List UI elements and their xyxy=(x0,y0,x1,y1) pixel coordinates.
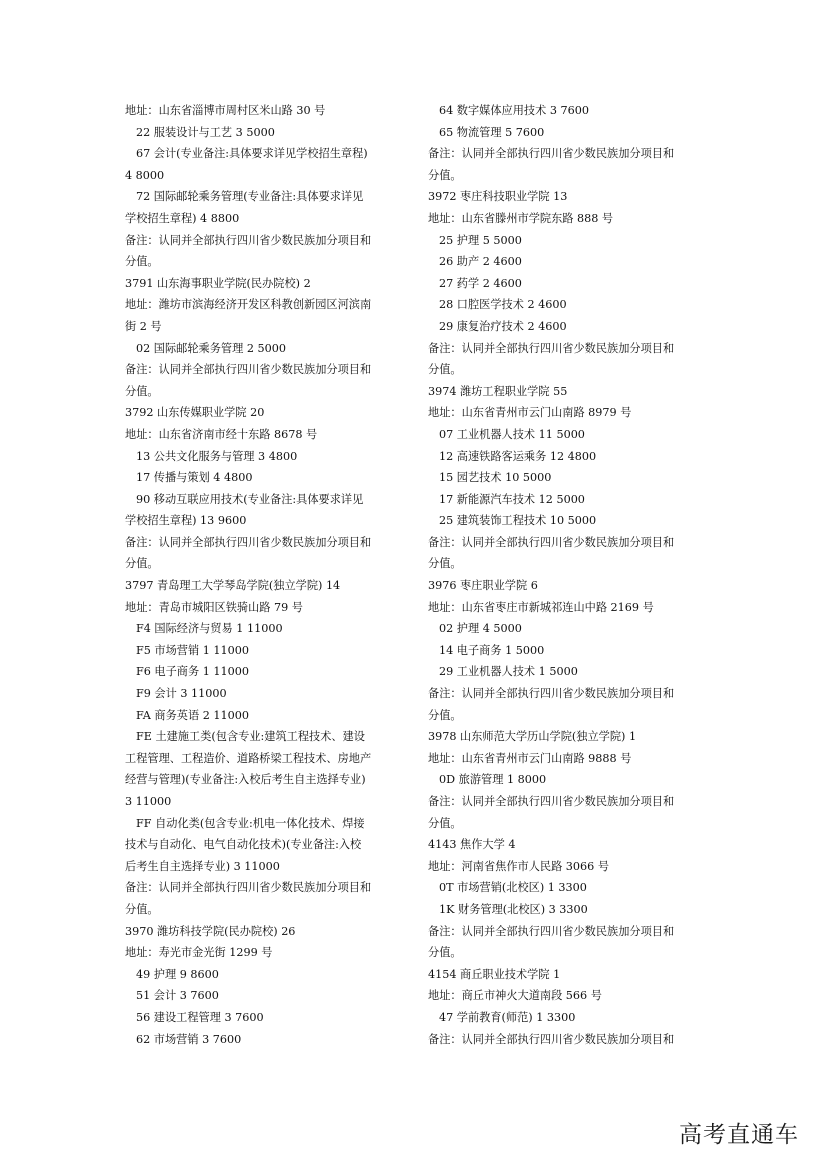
text-line: 地址：商丘市神火大道南段 566 号 xyxy=(428,989,602,1003)
text-line: 学校招生章程) 13 9600 xyxy=(125,514,247,528)
text-line: 56 建设工程管理 3 7600 xyxy=(136,1010,264,1024)
text-line: 分值。 xyxy=(428,946,462,960)
text-line: 分值。 xyxy=(428,168,462,182)
text-line: 67 会计(专业备注:具体要求详见学校招生章程) xyxy=(136,147,368,161)
text-line: 13 公共文化服务与管理 3 4800 xyxy=(136,449,298,463)
text-line: 4154 商丘职业技术学院 1 xyxy=(428,967,561,981)
text-line: 街 2 号 xyxy=(125,319,162,333)
text-line: 3972 枣庄科技职业学院 13 xyxy=(428,190,568,204)
text-line: 65 物流管理 5 7600 xyxy=(439,125,545,139)
text-line: 26 助产 2 4600 xyxy=(439,255,522,269)
text-line: 90 移动互联应用技术(专业备注:具体要求详见 xyxy=(136,492,364,506)
text-line: 备注：认同并全部执行四川省少数民族加分项目和 xyxy=(428,341,675,355)
text-line: 25 建筑装饰工程技术 10 5000 xyxy=(439,514,597,528)
text-line: 备注：认同并全部执行四川省少数民族加分项目和 xyxy=(428,924,675,938)
text-line: 07 工业机器人技术 11 5000 xyxy=(439,427,585,441)
text-line: 3970 潍坊科技学院(民办院校) 26 xyxy=(125,924,296,938)
text-line: 3978 山东师范大学历山学院(独立学院) 1 xyxy=(428,730,637,744)
text-line: 地址：山东省滕州市学院东路 888 号 xyxy=(428,211,614,225)
text-line: 12 高速铁路客运乘务 12 4800 xyxy=(439,449,597,463)
text-line: 经营与管理)(专业备注:入校后考生自主选择专业) xyxy=(125,773,366,787)
text-line: 工程管理、工程造价、道路桥梁工程技术、房地产 xyxy=(125,751,372,765)
text-line: 64 数字媒体应用技术 3 7600 xyxy=(439,104,589,117)
text-line: F9 会计 3 11000 xyxy=(136,687,227,701)
text-line: 地址：寿光市金光街 1299 号 xyxy=(125,946,273,960)
text-line: 地址：河南省焦作市人民路 3066 号 xyxy=(428,859,610,873)
text-line: 4 8000 xyxy=(125,168,165,182)
text-line: 3797 青岛理工大学琴岛学院(独立学院) 14 xyxy=(125,579,341,593)
text-line: 02 国际邮轮乘务管理 2 5000 xyxy=(136,341,286,355)
text-line: F4 国际经济与贸易 1 11000 xyxy=(136,622,283,636)
text-line: 分值。 xyxy=(125,384,159,398)
text-line: 后考生自主选择专业) 3 11000 xyxy=(125,859,280,873)
text-line: 地址：山东省青州市云门山南路 9888 号 xyxy=(428,751,632,765)
right-column xyxy=(428,100,713,1050)
text-line: 分值。 xyxy=(428,816,462,830)
text-line: FE 土建施工类(包含专业:建筑工程技术、建设 xyxy=(136,730,365,744)
text-line: 备注：认同并全部执行四川省少数民族加分项目和 xyxy=(428,687,675,701)
text-line: 0D 旅游管理 1 8000 xyxy=(439,773,547,787)
text-line: 地址：山东省淄博市周村区米山路 30 号 xyxy=(125,104,326,117)
text-line: 17 新能源汽车技术 12 5000 xyxy=(439,492,585,506)
text-line: 分值。 xyxy=(428,363,462,377)
text-line: 地址：山东省枣庄市新城祁连山中路 2169 号 xyxy=(428,600,654,614)
text-line: 49 护理 9 8600 xyxy=(136,967,219,981)
text-line: 62 市场营销 3 7600 xyxy=(136,1032,242,1046)
text-line: 25 护理 5 5000 xyxy=(439,233,522,247)
text-line: 3974 潍坊工程职业学院 55 xyxy=(428,384,568,398)
watermark: 高考直通车 xyxy=(679,1122,799,1148)
text-line: 47 学前教育(师范) 1 3300 xyxy=(439,1010,576,1024)
text-line: 地址：潍坊市滨海经济开发区科教创新园区河滨南 xyxy=(125,298,372,312)
text-line: 3792 山东传媒职业学院 20 xyxy=(125,406,265,420)
text-line: 备注：认同并全部执行四川省少数民族加分项目和 xyxy=(428,535,675,549)
text-line: 3791 山东海事职业学院(民办院校) 2 xyxy=(125,276,311,290)
text-line: 72 国际邮轮乘务管理(专业备注:具体要求详见 xyxy=(136,190,364,204)
text-line: 22 服装设计与工艺 3 5000 xyxy=(136,125,275,139)
text-line: 分值。 xyxy=(125,902,159,916)
text-line: F6 电子商务 1 11000 xyxy=(136,665,250,679)
left-column xyxy=(125,100,410,1050)
text-line: FA 商务英语 2 11000 xyxy=(136,708,249,722)
text-line: FF 自动化类(包含专业:机电一体化技术、焊接 xyxy=(136,816,365,830)
text-line: 备注：认同并全部执行四川省少数民族加分项目和 xyxy=(428,1032,675,1046)
text-line: 15 园艺技术 10 5000 xyxy=(439,471,552,485)
text-line: 地址：山东省济南市经十东路 8678 号 xyxy=(125,427,318,441)
text-line: 备注：认同并全部执行四川省少数民族加分项目和 xyxy=(428,147,675,161)
text-line: 分值。 xyxy=(428,557,462,571)
text-line: 备注：认同并全部执行四川省少数民族加分项目和 xyxy=(125,881,372,895)
text-line: 分值。 xyxy=(428,708,462,722)
text-line: 分值。 xyxy=(125,255,159,269)
text-line: 3 11000 xyxy=(125,795,172,808)
text-line: 备注：认同并全部执行四川省少数民族加分项目和 xyxy=(125,535,372,549)
text-line: 4143 焦作大学 4 xyxy=(428,838,516,852)
text-line: 14 电子商务 1 5000 xyxy=(439,643,545,657)
text-line: 分值。 xyxy=(125,557,159,571)
text-line: 地址：山东省青州市云门山南路 8979 号 xyxy=(428,406,632,420)
text-line: 29 工业机器人技术 1 5000 xyxy=(439,665,578,679)
text-line: 备注：认同并全部执行四川省少数民族加分项目和 xyxy=(428,795,675,808)
text-line: 1K 财务管理(北校区) 3 3300 xyxy=(439,902,588,916)
text-line: 3976 枣庄职业学院 6 xyxy=(428,579,538,593)
text-line: 02 护理 4 5000 xyxy=(439,622,522,636)
text-line: 28 口腔医学技术 2 4600 xyxy=(439,298,567,312)
text-line: 27 药学 2 4600 xyxy=(439,276,522,290)
text-line: 0T 市场营销(北校区) 1 3300 xyxy=(439,881,587,895)
text-line: 备注：认同并全部执行四川省少数民族加分项目和 xyxy=(125,233,372,247)
text-line: 17 传播与策划 4 4800 xyxy=(136,471,253,485)
text-line: 地址：青岛市城阳区铁骑山路 79 号 xyxy=(125,600,303,614)
text-line: 51 会计 3 7600 xyxy=(136,989,219,1003)
text-line: 备注：认同并全部执行四川省少数民族加分项目和 xyxy=(125,363,372,377)
text-line: 学校招生章程) 4 8800 xyxy=(125,211,240,225)
text-line: F5 市场营销 1 11000 xyxy=(136,643,250,657)
text-line: 29 康复治疗技术 2 4600 xyxy=(439,319,567,333)
text-line: 技术与自动化、电气自动化技术)(专业备注:入校 xyxy=(125,838,362,852)
